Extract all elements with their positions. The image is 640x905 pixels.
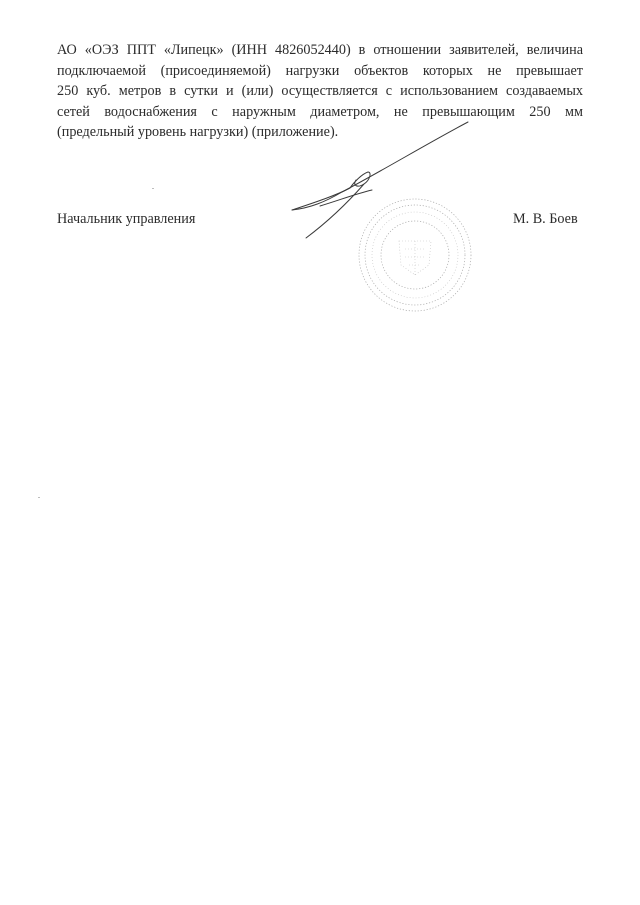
paragraph-line: подключаемой (присоединяемой) нагрузки объектов которых не превышает [57,62,583,79]
signatory-name: М. В. Боев [513,211,578,227]
scan-speck [38,497,40,498]
scan-speck [152,188,154,189]
paragraph-line: 250 куб. метров в сутки и (или) осуществляется с использованием создаваемых [57,83,583,99]
paragraph-line: сетей водоснабжения с наружным диаметром, не превышающим 250 мм [57,103,583,120]
paragraph-line: (предельный уровень нагрузки) (приложение). [57,124,339,140]
paragraph-line: АО «ОЭЗ ППТ «Липецк» (ИНН 4826052440) в отношении заявителей, величина [57,42,583,58]
signatory-title: Начальник управления [57,211,196,227]
official-seal [355,195,475,315]
